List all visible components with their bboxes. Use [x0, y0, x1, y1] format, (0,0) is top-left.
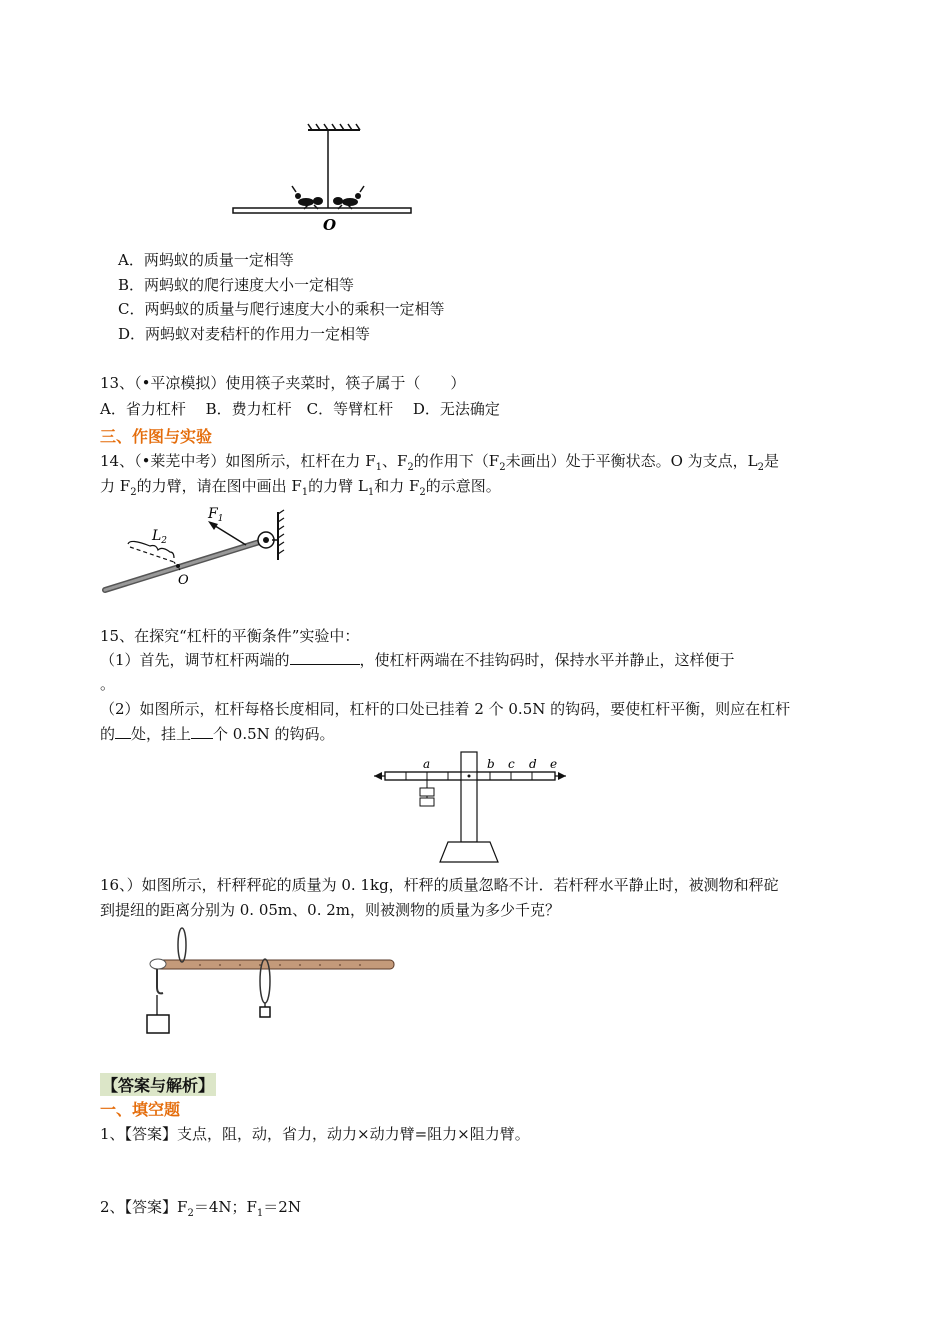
l2-label: $L_2$: [152, 528, 168, 546]
q12-option-a: A．两蚂蚁的质量一定相等: [118, 251, 294, 269]
point-c-label: c: [508, 757, 515, 771]
steelyard-figure: [140, 925, 400, 1040]
ants-lever-figure: [228, 122, 418, 234]
q16-line-1: 16、）如图所示，杆秤秤砣的质量为 0. 1kg，杆秤的质量忽略不计．若杆秤水平静止时，被测物和秤砣: [100, 876, 779, 894]
section-title-drawing-experiment: 三、作图与实验: [100, 427, 213, 446]
answer-1: 1、【答案】支点，阻，动，省力，动力×动力臂=阻力×阻力臂。: [100, 1125, 530, 1143]
q15-blank-3[interactable]: [191, 724, 213, 739]
pivot-o-label: O: [178, 573, 189, 588]
f1-label: $F_1$: [208, 506, 224, 524]
q15-blank-1[interactable]: [290, 650, 360, 665]
q14-line-2: 力 $F_2$的力臂，请在图中画出 $F_1$的力臂 $L_1$和力 $F_2$的示意图。: [100, 477, 501, 498]
pivot-label: O: [323, 216, 337, 234]
ant-left-icon: [292, 186, 323, 209]
q16-line-2: 到提纽的距离分别为 0. 05m、0. 2m，则被测物的质量为多少千克？: [100, 901, 561, 919]
answer-2: 2、【答案】$F_2=4N$；$F_1=2N$: [100, 1198, 301, 1219]
point-d-label: d: [529, 757, 537, 771]
point-e-label: e: [550, 757, 558, 771]
point-b-label: b: [487, 757, 495, 771]
q14-line-1: 14、（•莱芜中考）如图所示，杠杆在力 $F_1$、$F_2$的作用下（$F_2$未画出）处于平衡状态。O 为支点，$L_2$是: [100, 452, 780, 473]
q15-part2: （2）如图所示，杠杆每格长度相同，杠杆的口处已挂着 2 个 0.5N 的钩码，要使杠杆平衡，则应在杠杆: [100, 700, 791, 718]
q13-options: A．省力杠杆 B．费力杠杆 C．等臂杠杆 D．无法确定: [100, 400, 500, 418]
answers-section-1-title: 一、填空题: [100, 1100, 181, 1119]
answers-heading: 【答案与解析】: [100, 1073, 216, 1096]
q15-part2-cont: 的 处，挂上 个 0.5N 的钩码。: [100, 725, 335, 743]
q15-part1: （1）首先，调节杠杆两端的 ，使杠杆两端在不挂钩码时，保持水平并静止，这样便于: [100, 651, 735, 669]
q14-lever-figure: [100, 500, 290, 600]
q15-title: 15、在探究“杠杆的平衡条件”实验中：: [100, 627, 360, 645]
q12-option-c: C．两蚂蚁的质量与爬行速度大小的乘积一定相等: [118, 300, 445, 318]
q15-part1-end: 。: [100, 675, 116, 693]
q13-stem: 13、（•平凉模拟）使用筷子夹菜时，筷子属于（ ）: [100, 374, 466, 392]
q12-option-b: B．两蚂蚁的爬行速度大小一定相等: [118, 276, 355, 294]
q12-option-d: D．两蚂蚁对麦秸杆的作用力一定相等: [118, 325, 371, 343]
ant-right-icon: [333, 186, 364, 209]
q15-lever-stand-figure: [370, 748, 570, 868]
q15-blank-2[interactable]: [115, 724, 131, 739]
point-a-label: a: [423, 757, 431, 771]
